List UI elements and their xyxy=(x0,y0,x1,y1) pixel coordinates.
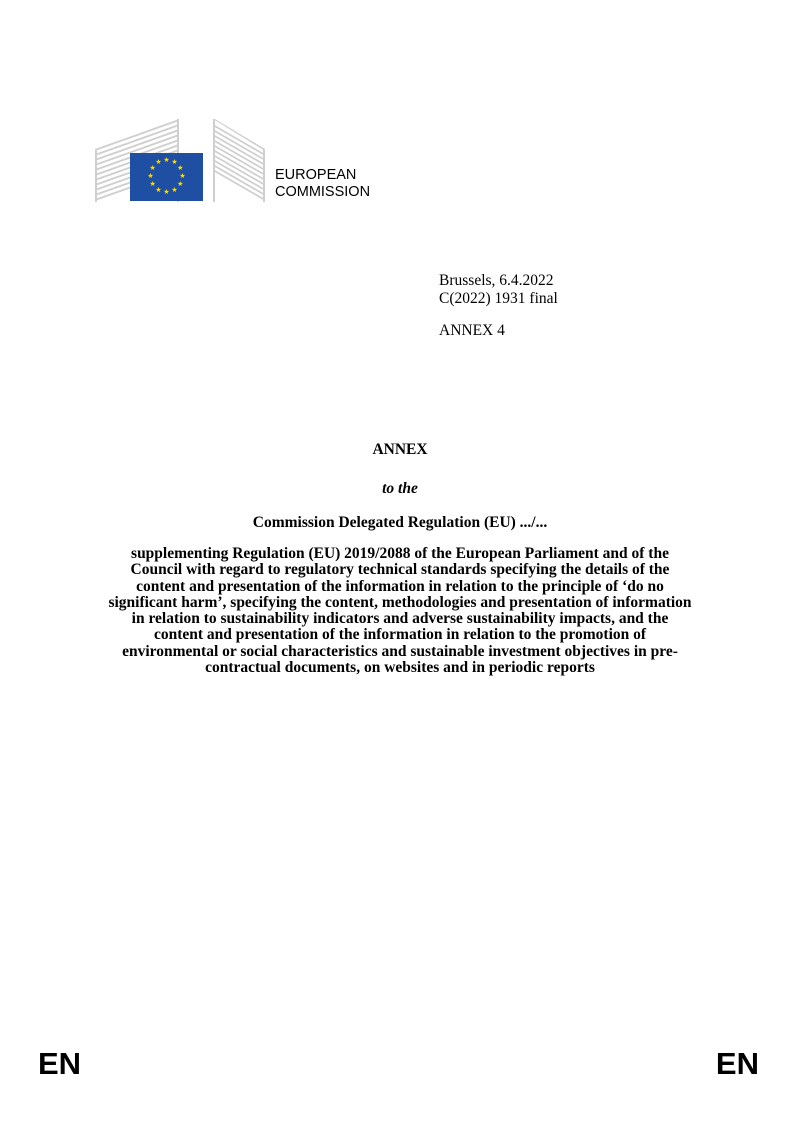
to-the-label: to the xyxy=(382,480,418,497)
svg-text:★: ★ xyxy=(171,158,178,167)
document-code: C(2022) 1931 final xyxy=(439,290,558,307)
svg-text:★: ★ xyxy=(155,158,162,167)
svg-text:★: ★ xyxy=(147,172,154,180)
subject-line: Council with regard to regulatory technical standards specifying the details of the xyxy=(130,561,670,579)
building-right-graphic xyxy=(213,119,265,202)
subject-line: content and presentation of the information in relation to the principle of ‘do no xyxy=(136,577,664,595)
subject-line: in relation to sustainability indicators and adverse sustainability impacts, and the xyxy=(131,610,669,628)
organization-line-1: EUROPEAN xyxy=(275,167,357,183)
place-date: Brussels, 6.4.2022 xyxy=(439,272,554,289)
organization-line-2: COMMISSION xyxy=(275,184,371,200)
svg-text:★: ★ xyxy=(163,188,170,196)
svg-text:★: ★ xyxy=(149,164,156,172)
svg-text:★: ★ xyxy=(179,172,186,180)
subject-line: content and presentation of the information in relation to the promotion of xyxy=(153,626,647,644)
organization-name xyxy=(275,167,370,201)
subject-line: supplementing Regulation (EU) 2019/2088 of the European Parliament and of the xyxy=(131,545,669,562)
document-reference xyxy=(439,272,558,340)
regulation-subject xyxy=(92,546,708,676)
language-code-right: EN xyxy=(715,1046,759,1081)
svg-text:★: ★ xyxy=(149,180,156,188)
eu-flag-icon xyxy=(130,153,203,201)
subject-line: environmental or social characteristics and sustainable investment objectives in pre- xyxy=(122,642,678,660)
svg-text:★: ★ xyxy=(177,164,184,172)
svg-text:★: ★ xyxy=(155,185,162,194)
subject-line: significant harm’, specifying the content, methodologies and presentation of information xyxy=(108,593,692,611)
language-code-left: EN xyxy=(38,1046,82,1081)
european-commission-logo xyxy=(95,117,265,203)
svg-text:★: ★ xyxy=(177,180,184,188)
annex-number: ANNEX 4 xyxy=(439,322,505,339)
regulation-title: Commission Delegated Regulation (EU) .../... xyxy=(252,514,548,531)
svg-text:★: ★ xyxy=(171,185,178,194)
svg-text:★: ★ xyxy=(163,156,170,164)
annex-title: ANNEX xyxy=(372,441,428,458)
subject-line: contractual documents, on websites and in periodic reports xyxy=(205,659,595,677)
